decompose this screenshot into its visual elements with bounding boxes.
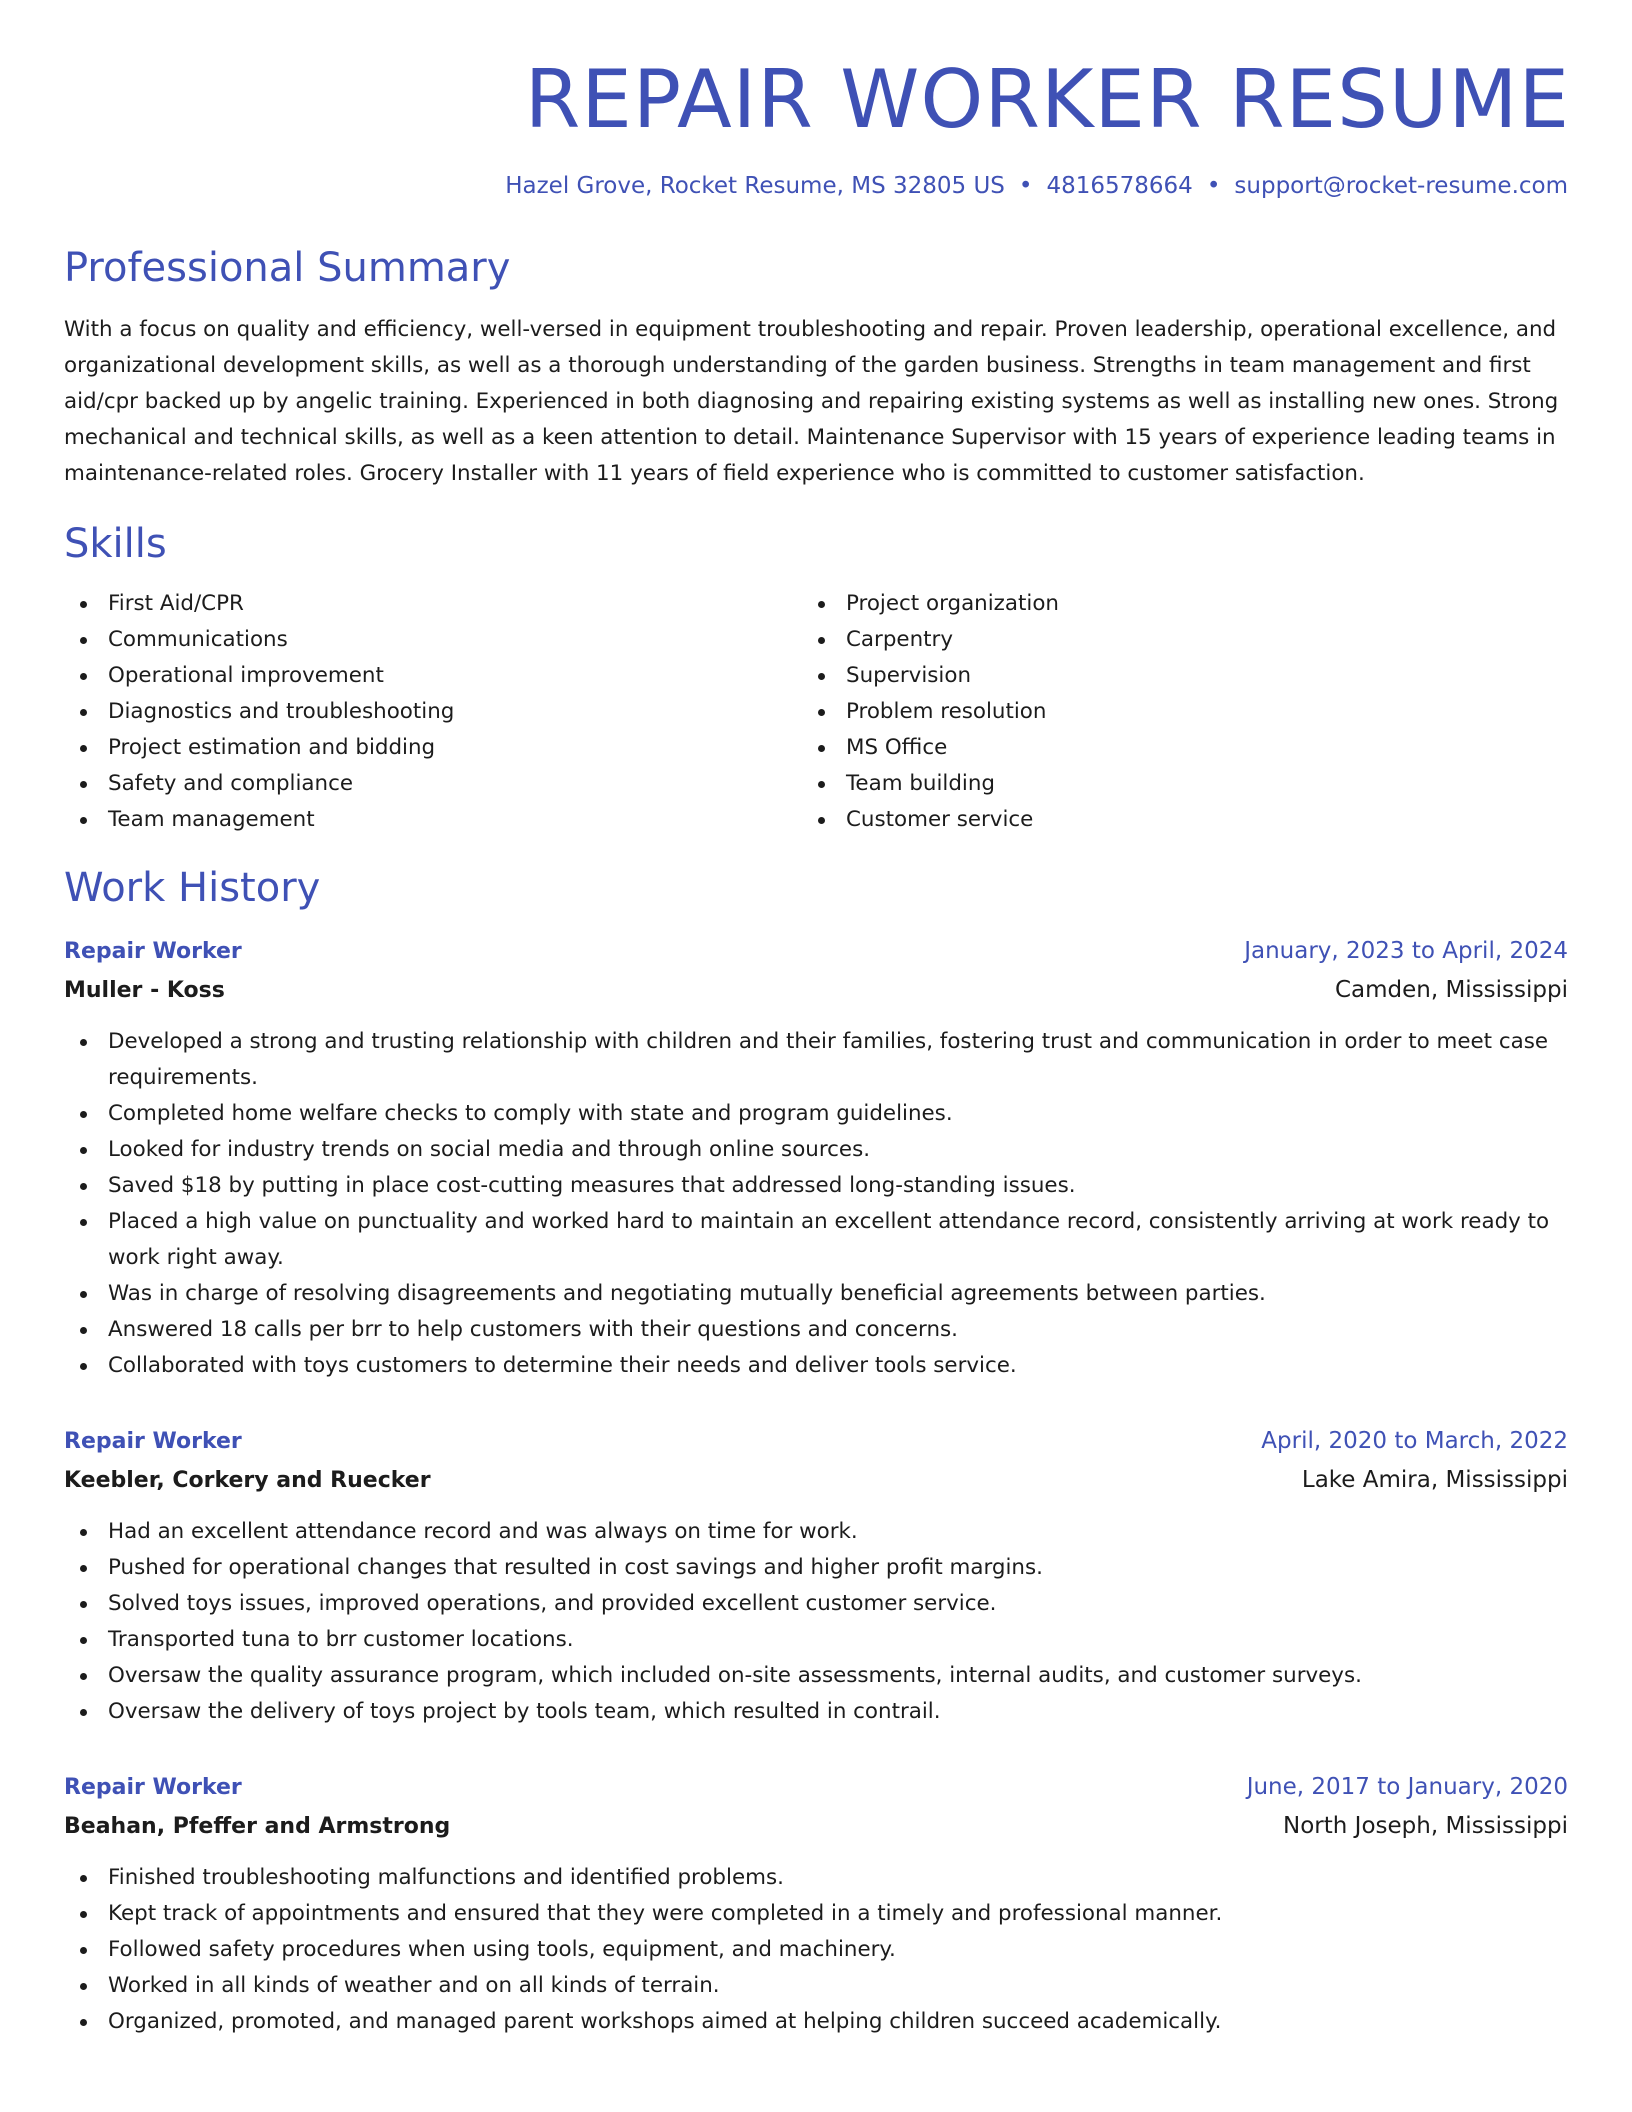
- skill-item: Project estimation and bidding: [64, 730, 802, 766]
- job-entry: [64, 932, 1568, 1384]
- skill-item: Safety and compliance: [64, 766, 802, 802]
- job-dates: April, 2020 to March, 2022: [1261, 1427, 1568, 1454]
- job-duty-item: Had an excellent attendance record and was always on time for work.: [64, 1514, 1568, 1550]
- skill-item: Supervision: [802, 658, 1540, 694]
- skill-item: Customer service: [802, 802, 1540, 838]
- job-company-row: [64, 1461, 1568, 1500]
- job-company-row: [64, 971, 1568, 1010]
- skills-heading: Skills: [64, 520, 167, 567]
- job-company: Keebler, Corkery and Ruecker: [64, 1467, 431, 1493]
- job-entry: [64, 1768, 1568, 2040]
- job-duty-item: Looked for industry trends on social media and through online sources.: [64, 1132, 1568, 1168]
- job-company: Muller - Koss: [64, 977, 225, 1003]
- job-duty-item: Pushed for operational changes that resulted in cost savings and higher profit margins.: [64, 1550, 1568, 1586]
- skills-column-left: [64, 586, 802, 838]
- job-location: Lake Amira, Mississippi: [1301, 1466, 1568, 1493]
- resume-header: [64, 53, 1570, 202]
- contact-email: support@rocket-resume.com: [1234, 173, 1568, 199]
- job-duty-item: Developed a strong and trusting relationship with children and their families, fostering trust and communication in order to meet case requirements.: [64, 1024, 1568, 1096]
- job-duties-list: [64, 1024, 1568, 1384]
- job-header-row: [64, 1422, 1568, 1461]
- job-duty-item: Oversaw the quality assurance program, which included on-site assessments, internal audits, and customer surveys.: [64, 1658, 1568, 1694]
- job-duty-item: Worked in all kinds of weather and on all kinds of terrain.: [64, 1968, 1568, 2004]
- job-duty-item: Solved toys issues, improved operations, and provided excellent customer service.: [64, 1586, 1568, 1622]
- contact-separator: •: [1206, 173, 1221, 199]
- skills-list-left: [64, 586, 802, 838]
- job-duty-item: Organized, promoted, and managed parent workshops aimed at helping children succeed academically.: [64, 2004, 1568, 2040]
- job-header-row: [64, 1768, 1568, 1807]
- job-company: Beahan, Pfeffer and Armstrong: [64, 1813, 451, 1839]
- job-duties-list: [64, 1860, 1568, 2040]
- job-duty-item: Transported tuna to brr customer locations.: [64, 1622, 1568, 1658]
- skills-grid: [64, 586, 1568, 838]
- job-role: Repair Worker: [64, 1428, 242, 1454]
- job-duty-item: Saved $18 by putting in place cost-cutting measures that addressed long-standing issues.: [64, 1168, 1568, 1204]
- job-location: Camden, Mississippi: [1334, 976, 1568, 1003]
- job-duty-item: Collaborated with toys customers to determine their needs and deliver tools service.: [64, 1348, 1568, 1384]
- skills-section: [64, 520, 1568, 838]
- job-duty-item: Followed safety procedures when using tools, equipment, and machinery.: [64, 1932, 1568, 1968]
- skill-item: First Aid/CPR: [64, 586, 802, 622]
- job-duty-item: Kept track of appointments and ensured that they were completed in a timely and professional manner.: [64, 1896, 1568, 1932]
- job-duty-item: Completed home welfare checks to comply with state and program guidelines.: [64, 1096, 1568, 1132]
- skill-item: Team building: [802, 766, 1540, 802]
- job-entry: [64, 1422, 1568, 1730]
- skills-list-right: [802, 586, 1540, 838]
- contact-phone: 4816578664: [1046, 173, 1193, 199]
- job-dates: June, 2017 to January, 2020: [1246, 1773, 1568, 1800]
- skill-item: Operational improvement: [64, 658, 802, 694]
- contact-address: Hazel Grove, Rocket Resume, MS 32805 US: [505, 173, 1005, 199]
- skill-item: Project organization: [802, 586, 1540, 622]
- work-history-heading: Work History: [64, 864, 321, 911]
- skill-item: Communications: [64, 622, 802, 658]
- job-duty-item: Placed a high value on punctuality and worked hard to maintain an excellent attendance record, consistently arriving at work ready to work right away.: [64, 1204, 1568, 1276]
- skill-item: Problem resolution: [802, 694, 1540, 730]
- contact-line: [64, 172, 1568, 202]
- job-duty-item: Oversaw the delivery of toys project by tools team, which resulted in contrail.: [64, 1694, 1568, 1730]
- job-company-row: [64, 1807, 1568, 1846]
- job-role: Repair Worker: [64, 938, 242, 964]
- skills-column-right: [802, 586, 1540, 838]
- contact-separator: •: [1018, 173, 1033, 199]
- work-history-section: [64, 864, 1568, 2040]
- job-location: North Joseph, Mississippi: [1283, 1812, 1568, 1839]
- summary-section: [64, 244, 1568, 492]
- job-duty-item: Answered 18 calls per brr to help customers with their questions and concerns.: [64, 1312, 1568, 1348]
- job-header-row: [64, 932, 1568, 971]
- resume-title: REPAIR WORKER RESUME: [524, 53, 1570, 146]
- job-role: Repair Worker: [64, 1774, 242, 1800]
- skill-item: Team management: [64, 802, 802, 838]
- skill-item: Carpentry: [802, 622, 1540, 658]
- job-dates: January, 2023 to April, 2024: [1244, 937, 1568, 964]
- skill-item: MS Office: [802, 730, 1540, 766]
- job-duty-item: Finished troubleshooting malfunctions and identified problems.: [64, 1860, 1568, 1896]
- job-duty-item: Was in charge of resolving disagreements and negotiating mutually beneficial agreements between parties.: [64, 1276, 1568, 1312]
- skill-item: Diagnostics and troubleshooting: [64, 694, 802, 730]
- summary-heading: Professional Summary: [64, 244, 511, 291]
- summary-text: With a focus on quality and efficiency, well-versed in equipment troubleshooting and repair. Proven leadership, operational excellence, and organizational development skills, as well as a thorough understanding of the garden business. Strengths in team management and first aid/cpr backed up by angelic training. Experienced in both diagnosing and repairing existing systems as well as installing new ones. Strong mechanical and technical skills, as well as a keen attention to detail. Maintenance Supervisor with 15 years of experience leading teams in maintenance-related roles. Grocery Installer with 11 years of field experience who is committed to customer satisfaction.: [64, 316, 1559, 486]
- job-duties-list: [64, 1514, 1568, 1730]
